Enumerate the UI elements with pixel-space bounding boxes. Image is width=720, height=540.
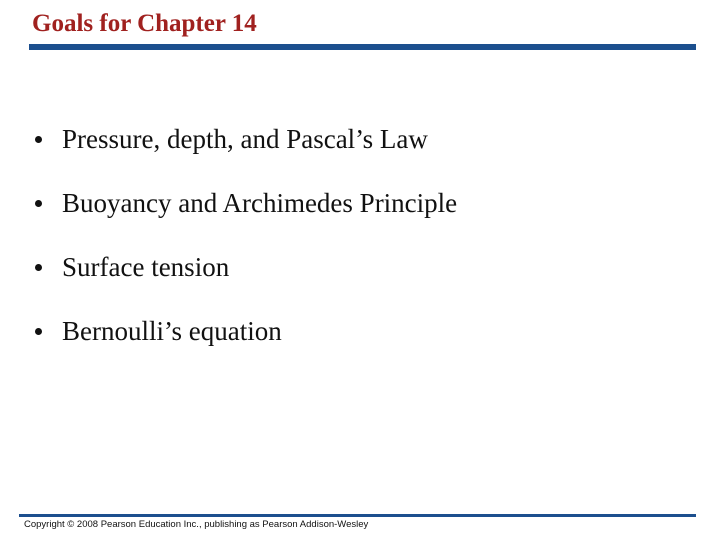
copyright-footer: Copyright © 2008 Pearson Education Inc., publishing as Pearson Addison-Wesley [24,519,369,530]
list-item [35,310,457,353]
list-item [35,246,457,289]
list-item-text: Bernoulli’s equation [62,316,282,346]
bullet-icon [35,264,42,271]
title-divider [29,44,696,50]
list-item-text: Pressure, depth, and Pascal’s Law [62,124,428,154]
goals-list [35,118,457,374]
bullet-icon [35,200,42,207]
list-item [35,118,457,161]
list-item-text: Buoyancy and Archimedes Principle [62,188,458,218]
bullet-icon [35,328,42,335]
list-item-text: Surface tension [62,252,230,282]
slide-title: Goals for Chapter 14 [32,10,257,37]
list-item [35,182,457,225]
footer-divider [19,514,696,517]
bullet-icon [35,136,42,143]
